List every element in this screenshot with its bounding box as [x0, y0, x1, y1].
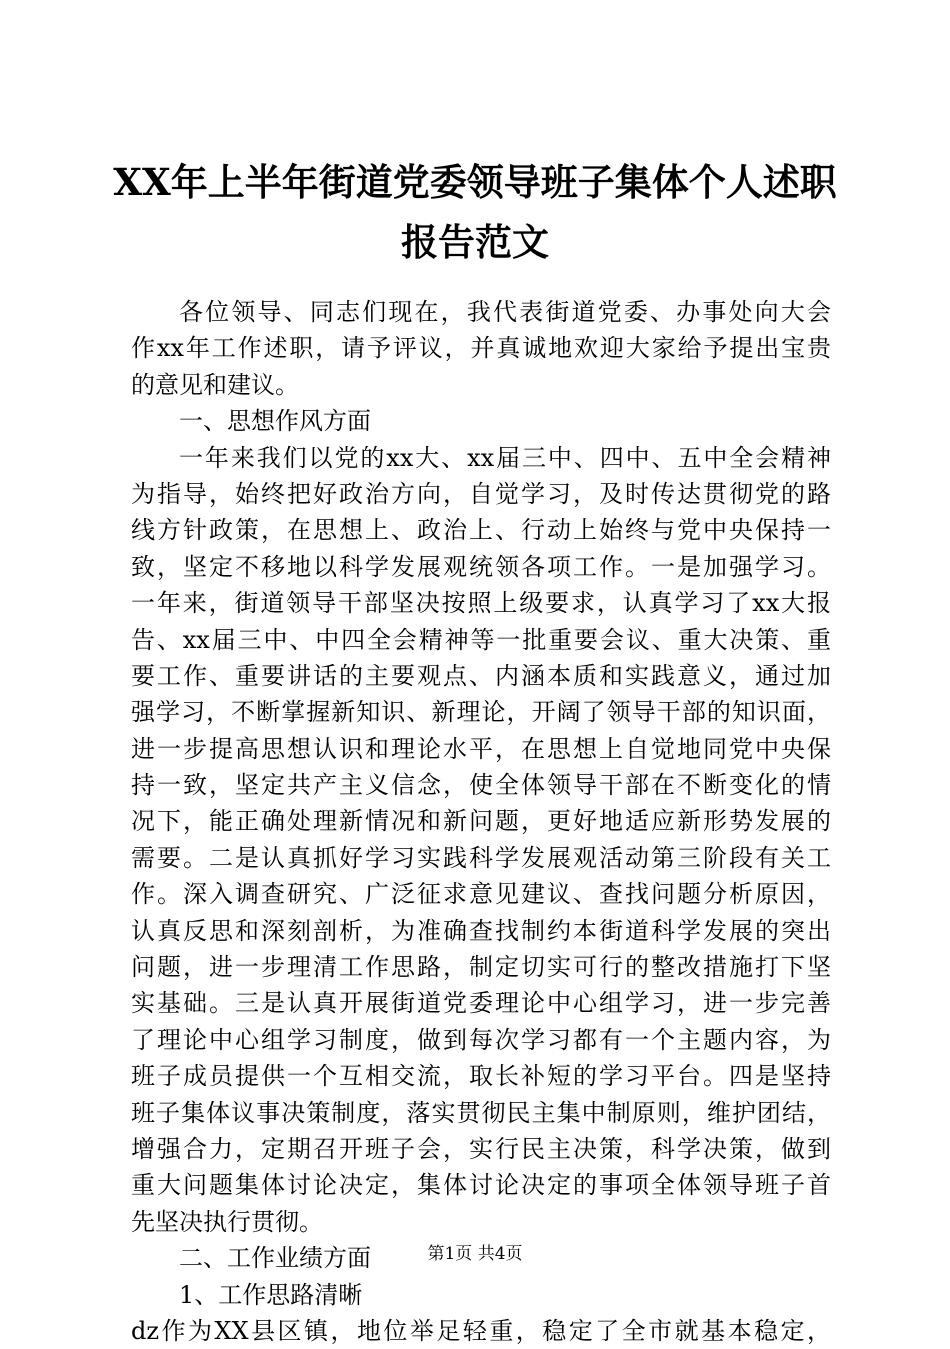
- body-line: dz作为XX县区镇，地位举足轻重，稳定了全市就基本稳定，: [131, 1316, 831, 1345]
- body-line: 问题，进一步理清工作思路，制定切实可行的整改措施打下坚: [131, 953, 831, 982]
- section-heading: 二、工作业绩方面: [179, 1244, 371, 1273]
- body-line: 先坚决执行贯彻。: [131, 1207, 323, 1236]
- body-line: 一年来，街道领导干部坚决按照上级要求，认真学习了xx大报: [131, 589, 831, 618]
- body-line: 班子成员提供一个互相交流，取长补短的学习平台。四是坚持: [131, 1062, 831, 1091]
- body-line: 强学习，不断掌握新知识、新理论，开阔了领导干部的知识面，: [131, 698, 831, 727]
- body-line: 况下，能正确处理新情况和新问题，更好地适应新形势发展的: [131, 807, 831, 836]
- body-line: 的意见和建议。: [131, 370, 299, 399]
- body-line: 致，坚定不移地以科学发展观统领各项工作。一是加强学习。: [131, 552, 831, 581]
- page-number-footer: 第1页 共4页: [427, 1244, 523, 1264]
- body-line: 要工作、重要讲话的主要观点、内涵本质和实践意义，通过加: [131, 661, 831, 690]
- body-line: 线方针政策，在思想上、政治上、行动上始终与党中央保持一: [131, 516, 831, 545]
- document-title-line-2: 报告范文: [401, 220, 549, 264]
- body-line: 认真反思和深刻剖析，为准确查找制约本街道科学发展的突出: [131, 916, 831, 945]
- body-line: 一年来我们以党的xx大、xx届三中、四中、五中全会精神: [179, 443, 831, 472]
- body-line: 需要。二是认真抓好学习实践科学发展观活动第三阶段有关工: [131, 843, 831, 872]
- body-line: 增强合力，定期召开班子会，实行民主决策，科学决策，做到: [131, 1134, 831, 1163]
- body-line: 了理论中心组学习制度，做到每次学习都有一个主题内容，为: [131, 1025, 831, 1054]
- body-line: 各位领导、同志们现在，我代表街道党委、办事处向大会: [179, 298, 831, 326]
- body-line: 进一步提高思想认识和理论水平，在思想上自觉地同党中央保: [131, 734, 831, 763]
- body-line: 实基础。三是认真开展街道党委理论中心组学习，进一步完善: [131, 989, 831, 1018]
- body-line: 班子集体议事决策制度，落实贯彻民主集中制原则，维护团结，: [131, 1098, 831, 1127]
- section-heading: 一、思想作风方面: [179, 407, 371, 436]
- body-line: 为指导，始终把好政治方向，自觉学习，及时传达贯彻党的路: [131, 479, 831, 508]
- body-line: 持一致，坚定共产主义信念，使全体领导干部在不断变化的情: [131, 771, 831, 800]
- subsection-heading: 1、工作思路清晰: [179, 1280, 363, 1309]
- body-line: 作xx年工作述职，请予评议，并真诚地欢迎大家给予提出宝贵: [131, 334, 831, 363]
- body-line: 重大问题集体讨论决定，集体讨论决定的事项全体领导班子首: [131, 1171, 831, 1200]
- document-title-line-1: XX年上半年街道党委领导班子集体个人述职: [113, 160, 837, 204]
- body-line: 告、xx届三中、中四全会精神等一批重要会议、重大决策、重: [131, 625, 831, 654]
- body-line: 作。深入调查研究、广泛征求意见建议、查找问题分析原因，: [131, 880, 831, 909]
- document-body: [131, 294, 831, 1349]
